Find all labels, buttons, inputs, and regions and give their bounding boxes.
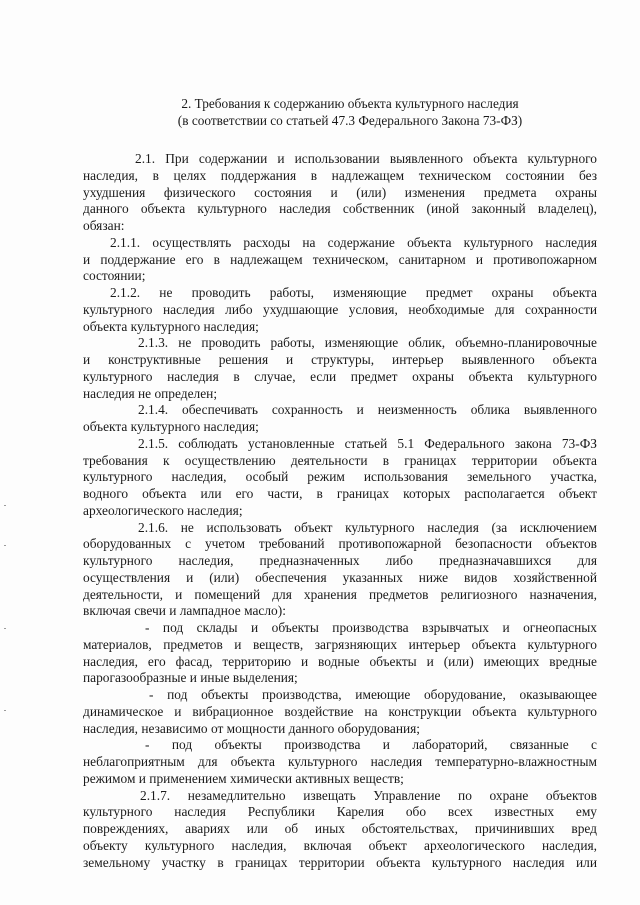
document-line: культурного наследия в случае, если предмет охраны объекта культурного <box>83 369 597 384</box>
document-line: культурного наследия Республики Карелия обо всех известных ему <box>83 804 597 819</box>
document-line: 2.1.4. обеспечивать сохранность и неизменность облика выявленного <box>138 402 597 417</box>
document-line: включая свечи и лампадное масло): <box>83 603 286 618</box>
document-line: археологического наследия; <box>83 503 243 518</box>
document-line: наследия не определен; <box>83 386 218 401</box>
document-line: осуществления и (или) обеспечения указанных ниже видов хозяйственной <box>83 570 597 585</box>
document-line: культурного наследия либо ухудшающие условия, необходимые для сохранности <box>83 302 597 317</box>
document-line: режимом и применением химически активных веществ; <box>83 771 404 786</box>
document-line: требования к осуществлению деятельности в границах территории объекта <box>83 453 597 468</box>
document-line: наследия, в целях поддержания в надлежащем техническом состоянии без <box>83 168 597 183</box>
document-line: 2.1.5. соблюдать установленные статьей 5.1 Федерального закона 73-ФЗ <box>138 436 597 451</box>
document-line: культурного наследия, особый режим использования земельного участка, <box>83 469 597 484</box>
document-line: культурного наследия, предназначенных либо предназначавшихся для <box>83 553 597 568</box>
scan-speck <box>4 505 6 506</box>
document-line: и поддержание его в надлежащем техническом, санитарном и противопожарном <box>83 252 597 267</box>
document-line: повреждениях, авариях или об иных обстоятельствах, причинивших вред <box>83 821 597 836</box>
document-line: земельному участку в границах территории объекта культурного наследия или <box>83 855 597 870</box>
document-line: наследия, независимо от мощности данного оборудования; <box>83 721 421 736</box>
document-line: водного объекта или его части, в границах которых располагается объект <box>83 486 597 501</box>
section-title: 2. Требования к содержанию объекта культурного наследия <box>181 96 519 111</box>
document-line: 2.1.2. не проводить работы, изменяющие предмет охраны объекта <box>110 285 597 300</box>
section-subtitle: (в соответствии со статьей 47.3 Федерального Закона 73-ФЗ) <box>177 113 523 128</box>
document-line: - под объекты производства, имеющие оборудование, оказывающее <box>149 687 597 702</box>
document-line: 2.1.7. незамедлительно извещать Управление по охране объектов <box>140 788 597 803</box>
document-line: объекту культурного наследия, включая объект археологического наследия, <box>83 838 597 853</box>
document-line: 2.1.3. не проводить работы, изменяющие облик, объемно-планировочные <box>138 335 597 350</box>
document-line: парогазообразные и иные выделения; <box>83 670 298 685</box>
document-line: - под склады и объекты производства взрывчатых и огнеопасных <box>145 620 597 635</box>
document-line: динамическое и вибрационное воздействие на конструкции объекта культурного <box>83 704 597 719</box>
scan-speck <box>4 628 6 629</box>
document-line: ухудшения физического состояния и (или) изменения предмета охраны <box>83 185 597 200</box>
document-line: - под объекты производства и лабораторий, связанные с <box>145 737 597 752</box>
document-line: обязан: <box>83 218 125 233</box>
document-line: состоянии; <box>83 268 146 283</box>
document-line: материалов, предметов и веществ, загрязняющих интерьер объекта культурного <box>83 637 597 652</box>
document-line: данного объекта культурного наследия собственник (иной законный владелец), <box>83 201 597 216</box>
document-line: 2.1.6. не использовать объект культурного наследия (за исключением <box>138 520 597 535</box>
document-line: неблагоприятным для объекта культурного наследия температурно-влажностным <box>83 754 597 769</box>
document-line: и конструктивные решения и структуры, интерьер выявленного объекта <box>83 352 597 367</box>
document-line: деятельности, и помещений для хранения предметов религиозного назначения, <box>83 587 597 602</box>
document-line: наследия, его фасад, территорию и водные объекты и (или) имеющих вредные <box>83 654 597 669</box>
scan-speck <box>4 710 6 711</box>
document-line: оборудованных с учетом требований противопожарной безопасности объектов <box>83 536 597 551</box>
document-line: объекта культурного наследия; <box>83 419 259 434</box>
document-line: 2.1. При содержании и использовании выявленного объекта культурного <box>135 151 597 166</box>
document-line: 2.1.1. осуществлять расходы на содержание объекта культурного наследия <box>110 235 597 250</box>
scan-speck <box>4 545 6 546</box>
document-line: объекта культурного наследия; <box>83 319 259 334</box>
